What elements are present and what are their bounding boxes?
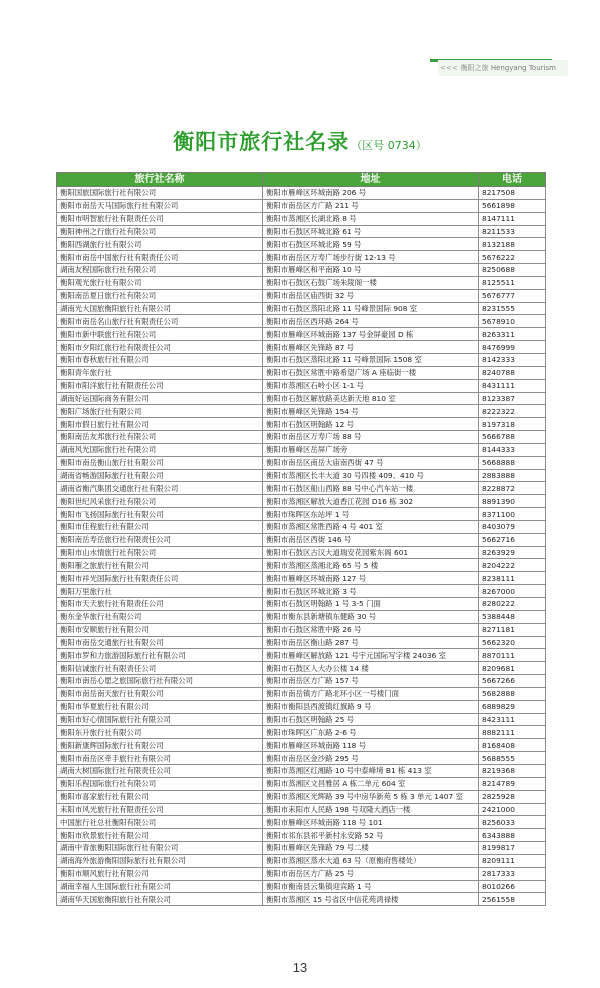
address-cell: 衡阳市石鼓区明翰路 1 号 3-5 门面 xyxy=(263,598,479,611)
agency-name-cell: 衡阳市安顺旅行社有限公司 xyxy=(57,623,263,636)
address-cell: 衡阳市石鼓区环城北路 3 号 xyxy=(263,585,479,598)
agency-name-cell: 衡阳南岳夏日旅行社有限公司 xyxy=(57,289,263,302)
phone-cell: 8209681 xyxy=(479,662,546,675)
table-row xyxy=(57,418,546,431)
address-cell: 衡阳市蒸湘区红湘路 10 号中泰峰境 B1 栋 413 室 xyxy=(263,764,479,777)
table-row xyxy=(57,379,546,392)
table-row xyxy=(57,752,546,765)
agency-name-cell: 衡阳市南岳区牵手旅行社有限公司 xyxy=(57,752,263,765)
address-cell: 衡阳市南岳区金沙路 295 号 xyxy=(263,752,479,765)
table-row xyxy=(57,713,546,726)
address-cell: 衡阳市南岳镇方广路北环小区一号楼门面 xyxy=(263,687,479,700)
table-row xyxy=(57,302,546,315)
agency-name-cell: 衡阳市天天旅行社有限责任公司 xyxy=(57,598,263,611)
agency-name-cell: 衡阳市罗和力旅游国际旅行社有限公司 xyxy=(57,649,263,662)
table-row xyxy=(57,469,546,482)
column-header-phone: 电话 xyxy=(479,173,546,187)
agency-name-cell: 湖南大树国际旅行社有限责任公司 xyxy=(57,764,263,777)
address-cell: 衡阳市衡南县云集镇迎宾路 1 号 xyxy=(263,880,479,893)
phone-cell: 8214789 xyxy=(479,777,546,790)
address-cell: 衡阳市雁峰区先锋路 79 号二楼 xyxy=(263,842,479,855)
address-cell: 衡阳市衡东县新塘镇东健路 30 号 xyxy=(263,610,479,623)
agency-name-cell: 衡阳市明智旅行社有限责任公司 xyxy=(57,212,263,225)
agency-name-cell: 衡阳观光旅行社有限公司 xyxy=(57,276,263,289)
address-cell: 衡阳市蒸湘区蒸水大道 63 号（原衡府售楼处） xyxy=(263,854,479,867)
travel-agency-table xyxy=(56,172,546,906)
table-row xyxy=(57,238,546,251)
address-cell: 衡阳市石鼓区常胜中路希望广场 A 座临街一楼 xyxy=(263,366,479,379)
table-row xyxy=(57,405,546,418)
table-row xyxy=(57,598,546,611)
phone-cell: 8168408 xyxy=(479,739,546,752)
phone-cell: 8240788 xyxy=(479,366,546,379)
phone-cell: 5662320 xyxy=(479,636,546,649)
table-row xyxy=(57,854,546,867)
phone-cell: 8263311 xyxy=(479,328,546,341)
address-cell: 衡阳市珠晖区广东路 2-6 号 xyxy=(263,726,479,739)
table-row xyxy=(57,623,546,636)
table-row xyxy=(57,289,546,302)
table-row xyxy=(57,662,546,675)
agency-name-cell: 衡阳市南岳天马国际旅行社有限公司 xyxy=(57,199,263,212)
table-row xyxy=(57,482,546,495)
phone-cell: 8403079 xyxy=(479,520,546,533)
agency-name-cell: 衡阳神州之行旅行社有限公司 xyxy=(57,225,263,238)
address-cell: 衡阳市祁东县祁平新村永安路 52 号 xyxy=(263,829,479,842)
phone-cell: 8870111 xyxy=(479,649,546,662)
agency-name-cell: 衡阳南岳寿岳旅行社有限责任公司 xyxy=(57,533,263,546)
agency-name-cell: 衡阳广场旅行社有限公司 xyxy=(57,405,263,418)
address-cell: 衡阳市石鼓区船山西路 88 号中心汽车站一楼 xyxy=(263,482,479,495)
table-row xyxy=(57,559,546,572)
table-row xyxy=(57,880,546,893)
phone-cell: 8267000 xyxy=(479,585,546,598)
phone-cell: 8263929 xyxy=(479,546,546,559)
agency-name-cell: 中国旅行社总社衡阳有限公司 xyxy=(57,816,263,829)
address-cell: 衡阳市石鼓区人大办公楼 14 楼 xyxy=(263,662,479,675)
agency-name-cell: 衡阳市顺风旅行社有限公司 xyxy=(57,867,263,880)
phone-cell: 5676222 xyxy=(479,251,546,264)
phone-cell: 8132188 xyxy=(479,238,546,251)
header-arrows: <<< xyxy=(440,64,458,72)
agency-name-cell: 衡阳国旅国际旅行社有限公司 xyxy=(57,187,263,200)
agency-name-cell: 衡阳市新中联旅行社有限公司 xyxy=(57,328,263,341)
agency-name-cell: 湖南华天国旅衡阳旅行社有限公司 xyxy=(57,893,263,906)
table-row xyxy=(57,546,546,559)
phone-cell: 2421000 xyxy=(479,803,546,816)
phone-cell: 8197318 xyxy=(479,418,546,431)
agency-name-cell: 湖南光大国旅衡阳旅行社有限公司 xyxy=(57,302,263,315)
address-cell: 衡阳市蒸湘区长湖北路 8 号 xyxy=(263,212,479,225)
table-row xyxy=(57,867,546,880)
agency-name-cell: 衡阳市欣景旅行社有限公司 xyxy=(57,829,263,842)
phone-cell: 8222322 xyxy=(479,405,546,418)
address-cell: 衡阳市南岳区衡山路 287 号 xyxy=(263,636,479,649)
agency-name-cell: 衡阳市春秋旅行社有限公司 xyxy=(57,353,263,366)
address-cell: 衡阳市雁峰区环城南路 118 号 101 xyxy=(263,816,479,829)
table-row xyxy=(57,687,546,700)
table-row xyxy=(57,328,546,341)
phone-cell: 8204222 xyxy=(479,559,546,572)
agency-name-cell: 湖南风光国际旅行社有限公司 xyxy=(57,443,263,456)
address-cell: 衡阳市雁峰区和平南路 10 号 xyxy=(263,264,479,277)
table-row xyxy=(57,443,546,456)
agency-name-cell: 衡阳市飞扬国际旅行社有限公司 xyxy=(57,508,263,521)
phone-cell: 8371100 xyxy=(479,508,546,521)
agency-name-cell: 衡阳信诚旅行社有限责任公司 xyxy=(57,662,263,675)
phone-cell: 6889829 xyxy=(479,700,546,713)
table-row xyxy=(57,341,546,354)
agency-name-cell: 衡阳东升旅行社有限公司 xyxy=(57,726,263,739)
phone-cell: 8199817 xyxy=(479,842,546,855)
agency-name-cell: 衡阳南岳友邦旅行社有限公司 xyxy=(57,431,263,444)
agency-name-cell: 衡阳市南岳交通旅行社有限公司 xyxy=(57,636,263,649)
table-row xyxy=(57,276,546,289)
phone-cell: 2883888 xyxy=(479,469,546,482)
phone-cell: 5676777 xyxy=(479,289,546,302)
address-cell: 衡阳市蒸湘区石岭小区 1-1 号 xyxy=(263,379,479,392)
address-cell: 衡阳市蒸湘区文昌雅居 A 栋二单元 604 室 xyxy=(263,777,479,790)
address-cell: 衡阳市南岳区西街 146 号 xyxy=(263,533,479,546)
phone-cell: 8256033 xyxy=(479,816,546,829)
agency-name-cell: 衡阳市南岳名山旅行社有限责任公司 xyxy=(57,315,263,328)
phone-cell: 8423111 xyxy=(479,713,546,726)
agency-name-cell: 湖南幸福人生国际旅行社有限公司 xyxy=(57,880,263,893)
table-row xyxy=(57,225,546,238)
address-cell: 衡阳市南岳区庙西街 32 号 xyxy=(263,289,479,302)
address-cell: 衡阳市南岳区万寿广场步行街 12-13 号 xyxy=(263,251,479,264)
agency-name-cell: 衡阳市夕阳红旅行社有限责任公司 xyxy=(57,341,263,354)
address-cell: 衡阳市石鼓区解放路美达新天地 810 室 xyxy=(263,392,479,405)
address-cell: 衡阳市珠晖区东站坪 1 号 xyxy=(263,508,479,521)
table-row xyxy=(57,199,546,212)
column-header-name: 旅行社名称 xyxy=(57,173,263,187)
table-row xyxy=(57,777,546,790)
agency-name-cell: 湖南友程国际旅行社有限公司 xyxy=(57,264,263,277)
phone-cell: 8231555 xyxy=(479,302,546,315)
table-row xyxy=(57,315,546,328)
table-body xyxy=(57,187,546,906)
phone-cell: 2561558 xyxy=(479,893,546,906)
table-row xyxy=(57,520,546,533)
agency-name-cell: 衡阳市假日旅行社有限公司 xyxy=(57,418,263,431)
table-row xyxy=(57,610,546,623)
address-cell: 衡阳市石鼓区蒸阳北路 11 号峰景国际 908 室 xyxy=(263,302,479,315)
table-row xyxy=(57,508,546,521)
table-row xyxy=(57,533,546,546)
agency-name-cell: 衡阳乐程国际旅行社有限公司 xyxy=(57,777,263,790)
title-area-code: （区号 0734） xyxy=(351,139,427,152)
table-row xyxy=(57,572,546,585)
address-cell: 衡阳市雁峰区环城南路 206 号 xyxy=(263,187,479,200)
address-cell: 衡阳市石鼓区石鼓广场朱陵阁一楼 xyxy=(263,276,479,289)
address-cell: 衡阳市石鼓区环城北路 59 号 xyxy=(263,238,479,251)
address-cell: 衡阳市石鼓区环城北路 61 号 xyxy=(263,225,479,238)
phone-cell: 5666788 xyxy=(479,431,546,444)
table-row xyxy=(57,251,546,264)
address-cell: 衡阳市蒸湘区解放大道香江花园 D16 栋 302 xyxy=(263,495,479,508)
table-row xyxy=(57,495,546,508)
agency-name-cell: 衡阳市山水情旅行社有限公司 xyxy=(57,546,263,559)
page-title xyxy=(0,126,600,156)
address-cell: 衡阳市衡阳县西渡镇红旗路 9 号 xyxy=(263,700,479,713)
address-cell: 衡阳市雁峰区环城南路 137 号金屏豪园 D 栋 xyxy=(263,328,479,341)
phone-cell: 8280222 xyxy=(479,598,546,611)
address-cell: 衡阳市雁峰区先锋路 154 号 xyxy=(263,405,479,418)
table-row xyxy=(57,392,546,405)
address-cell: 衡阳市耒阳市人民路 198 号双隆大酒店一楼 xyxy=(263,803,479,816)
address-cell: 衡阳市蒸湘区 15 号省区中信花苑鸿禄楼 xyxy=(263,893,479,906)
table-row xyxy=(57,816,546,829)
phone-cell: 5682888 xyxy=(479,687,546,700)
phone-cell: 8250688 xyxy=(479,264,546,277)
phone-cell: 5688555 xyxy=(479,752,546,765)
address-cell: 衡阳市雁峰区环城南路 118 号 xyxy=(263,739,479,752)
address-cell: 衡阳市石鼓区常胜中路 26 号 xyxy=(263,623,479,636)
address-cell: 衡阳市南岳区方广路 211 号 xyxy=(263,199,479,212)
agency-name-cell: 衡阳新康辉国际旅行社有限公司 xyxy=(57,739,263,752)
phone-cell: 8209111 xyxy=(479,854,546,867)
agency-name-cell: 湖南海外旅游衡阳国际旅行社有限公司 xyxy=(57,854,263,867)
table-header-row xyxy=(57,173,546,187)
table-row xyxy=(57,675,546,688)
agency-name-cell: 衡阳市华夏旅行社有限公司 xyxy=(57,700,263,713)
phone-cell: 5667266 xyxy=(479,675,546,688)
phone-cell: 8217508 xyxy=(479,187,546,200)
table-row xyxy=(57,790,546,803)
address-cell: 衡阳市雁峰区解放路 121 号宇元国际写字楼 24036 室 xyxy=(263,649,479,662)
table-row xyxy=(57,842,546,855)
address-cell: 衡阳市南岳区南岳大庙南西街 47 号 xyxy=(263,456,479,469)
table-row xyxy=(57,212,546,225)
running-header xyxy=(440,60,556,76)
phone-cell: 8010266 xyxy=(479,880,546,893)
address-cell: 衡阳市蒸湘区蒸湘北路 65 号 5 楼 xyxy=(263,559,479,572)
table-row xyxy=(57,585,546,598)
phone-cell: 8476999 xyxy=(479,341,546,354)
address-cell: 衡阳市南岳区方广路 25 号 xyxy=(263,867,479,880)
table-row xyxy=(57,366,546,379)
address-cell: 衡阳市南岳区西环路 264 号 xyxy=(263,315,479,328)
phone-cell: 8219368 xyxy=(479,764,546,777)
address-cell: 衡阳市南岳区万寿广场 88 号 xyxy=(263,431,479,444)
address-cell: 衡阳市雁峰区岳屏广场旁 xyxy=(263,443,479,456)
phone-cell: 8125511 xyxy=(479,276,546,289)
phone-cell: 5661898 xyxy=(479,199,546,212)
phone-cell: 8211533 xyxy=(479,225,546,238)
table-row xyxy=(57,829,546,842)
agency-name-cell: 耒阳市风光旅行社有限责任公司 xyxy=(57,803,263,816)
agency-name-cell: 衡阳市南岳南天旅行社有限公司 xyxy=(57,687,263,700)
agency-name-cell: 湖南好运国际商务有限公司 xyxy=(57,392,263,405)
agency-name-cell: 衡阳市好心情国际旅行社有限公司 xyxy=(57,713,263,726)
agency-name-cell: 湖南中青旅衡阳国际旅行社有限公司 xyxy=(57,842,263,855)
table-row xyxy=(57,893,546,906)
phone-cell: 8271181 xyxy=(479,623,546,636)
phone-cell: 8123387 xyxy=(479,392,546,405)
phone-cell: 2817333 xyxy=(479,867,546,880)
agency-name-cell: 衡阳西湖旅行社有限公司 xyxy=(57,238,263,251)
phone-cell: 6343888 xyxy=(479,829,546,842)
address-cell: 衡阳市蒸湘区常胜西路 4 号 401 室 xyxy=(263,520,479,533)
phone-cell: 5388448 xyxy=(479,610,546,623)
agency-name-cell: 衡阳市南岳心愿之旅国际旅行社有限公司 xyxy=(57,675,263,688)
phone-cell: 8891390 xyxy=(479,495,546,508)
phone-cell: 2825928 xyxy=(479,790,546,803)
table-row xyxy=(57,764,546,777)
phone-cell: 5678910 xyxy=(479,315,546,328)
phone-cell: 8238111 xyxy=(479,572,546,585)
agency-name-cell: 衡阳市阳洋旅行社有限责任公司 xyxy=(57,379,263,392)
agency-name-cell: 衡阳世纪风采旅行社有限公司 xyxy=(57,495,263,508)
agency-name-cell: 衡东金华旅行社有限公司 xyxy=(57,610,263,623)
phone-cell: 8147111 xyxy=(479,212,546,225)
phone-cell: 8142333 xyxy=(479,353,546,366)
agency-name-cell: 衡阳万里旅行社 xyxy=(57,585,263,598)
address-cell: 衡阳市蒸湘区长丰大道 30 号四楼 409、410 号 xyxy=(263,469,479,482)
agency-name-cell: 衡阳市南岳中国旅行社有限责任公司 xyxy=(57,251,263,264)
table-row xyxy=(57,803,546,816)
phone-cell: 8431111 xyxy=(479,379,546,392)
running-title: 衡阳之旅 Hengyang Tourism xyxy=(460,64,556,72)
table-row xyxy=(57,431,546,444)
table-row xyxy=(57,187,546,200)
agency-name-cell: 湖南省畅游国际旅行社有限公司 xyxy=(57,469,263,482)
table-row xyxy=(57,700,546,713)
address-cell: 衡阳市石鼓区明翰路 12 号 xyxy=(263,418,479,431)
agency-name-cell: 湖南省衡汽集团交通旅行社有限公司 xyxy=(57,482,263,495)
title-main: 衡阳市旅行社名录 xyxy=(173,129,350,154)
table-row xyxy=(57,353,546,366)
phone-cell: 5662716 xyxy=(479,533,546,546)
table-row xyxy=(57,264,546,277)
table-row xyxy=(57,636,546,649)
agency-name-cell: 衡阳雁之旅旅行社有限公司 xyxy=(57,559,263,572)
phone-cell: 8144333 xyxy=(479,443,546,456)
address-cell: 衡阳市南岳区方广路 157 号 xyxy=(263,675,479,688)
agency-name-cell: 衡阳市南岳衡山旅行社有限公司 xyxy=(57,456,263,469)
agency-name-cell: 衡阳市祥光国际旅行社有限责任公司 xyxy=(57,572,263,585)
table-row xyxy=(57,456,546,469)
address-cell: 衡阳市石鼓区明翰路 25 号 xyxy=(263,713,479,726)
agency-name-cell: 衡阳市喜家旅行社有限公司 xyxy=(57,790,263,803)
phone-cell: 8228872 xyxy=(479,482,546,495)
page-number: 13 xyxy=(292,960,308,975)
address-cell: 衡阳市雁峰区先锋路 87 号 xyxy=(263,341,479,354)
address-cell: 衡阳市蒸湘区光辉路 39 号中房华新苑 5 栋 3 单元 1407 室 xyxy=(263,790,479,803)
table-row xyxy=(57,739,546,752)
agency-name-cell: 衡阳市佳程旅行社有限公司 xyxy=(57,520,263,533)
address-cell: 衡阳市雁峰区环城南路 127 号 xyxy=(263,572,479,585)
phone-cell: 8882111 xyxy=(479,726,546,739)
address-cell: 衡阳市石鼓区古汉大道瑞安花园紫东阁 601 xyxy=(263,546,479,559)
address-cell: 衡阳市石鼓区蒸阳北路 11 号峰景国际 1508 室 xyxy=(263,353,479,366)
agency-name-cell: 衡阳青年旅行社 xyxy=(57,366,263,379)
phone-cell: 5668888 xyxy=(479,456,546,469)
table-row xyxy=(57,726,546,739)
table-row xyxy=(57,649,546,662)
column-header-address: 地址 xyxy=(263,173,479,187)
